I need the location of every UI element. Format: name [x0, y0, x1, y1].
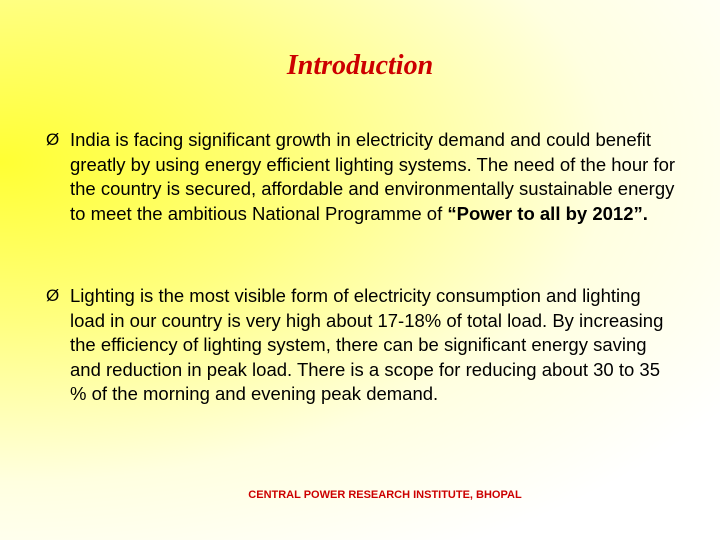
bullet-item-demand	[46, 128, 676, 226]
bullet-text-body: India is facing significant growth in electricity demand and could benefit greatly by using energy efficient lighting systems. The need of the hour for the country is secured, affordable and environmentally sustainable energy to meet the ambitious National Programme of	[70, 129, 676, 224]
bullet-text: Lighting is the most visible form of electricity consumption and lighting load in our country is very high about 17-18% of total load. By increasing the efficiency of lighting system, there can be significant energy saving and reduction in peak load. There is a scope for reducing about 30 to 35 % of the morning and evening peak demand.	[70, 285, 664, 404]
arrow-bullet-icon: Ø	[46, 286, 60, 305]
bullet-text	[70, 128, 676, 226]
slide-title: Introduction	[286, 50, 434, 81]
slide-footer: CENTRAL POWER RESEARCH INSTITUTE, BHOPAL	[248, 489, 522, 501]
bullet-text-emphasis: “Power to all by 2012”.	[447, 202, 648, 224]
bullet-item-lighting	[46, 284, 676, 407]
arrow-bullet-icon: Ø	[46, 130, 60, 149]
